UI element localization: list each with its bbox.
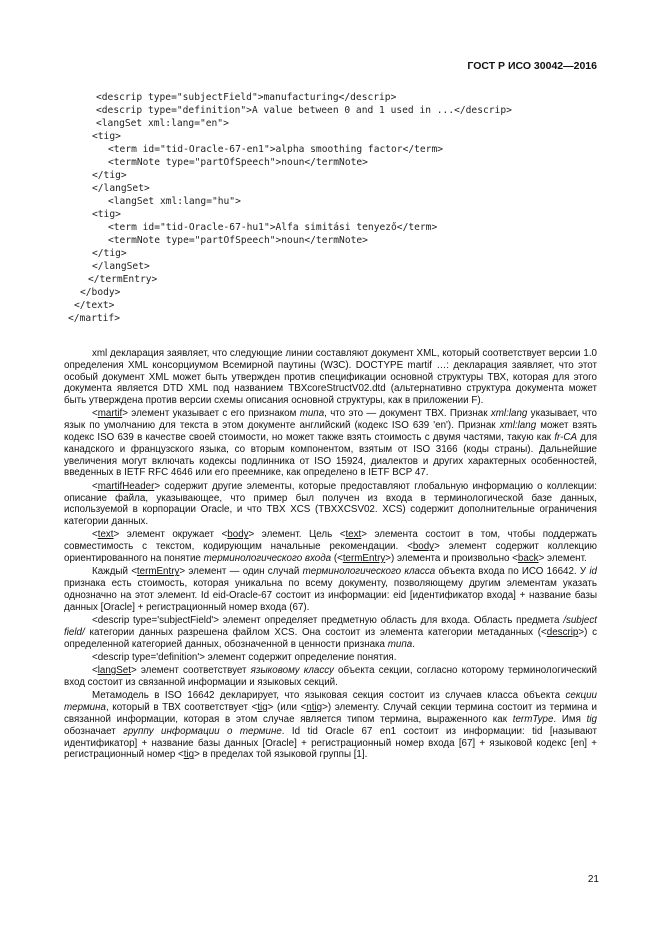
italic-term: id bbox=[589, 566, 597, 578]
code-line: <termNote type="partOfSpeech">noun</termNote> bbox=[108, 157, 368, 168]
text-run: . Id tid Oracle 67 en1 состоит из информации: tid [называют идентификатор] + название базы данных [Oracle] + регистрационный номер входа [67] + языковой кодекс [en] + регистрационный номер < bbox=[64, 725, 597, 761]
paragraph bbox=[64, 652, 597, 664]
paragraph bbox=[64, 690, 597, 761]
text-run: >) элементу. Случай секции термина состоит из термина и связанной информации, которая в этом случае является типом термина, выраженного как bbox=[64, 702, 598, 725]
text-run: < bbox=[92, 665, 98, 677]
element-name: martif bbox=[97, 408, 123, 420]
italic-term: fr-CA bbox=[554, 432, 577, 444]
italic-term: терминологического входа bbox=[203, 553, 332, 565]
code-line: <descrip type="definition">A value between 0 and 1 used in ...</descrip> bbox=[96, 105, 512, 116]
text-run: > элемент соответствует bbox=[130, 665, 251, 677]
italic-term: типа bbox=[299, 408, 325, 420]
text-run: указывает, что язык по умолчанию для текста в этом документе английский (кодекс ISO 639 'en'). Признак bbox=[64, 408, 597, 432]
paragraph bbox=[64, 481, 597, 528]
italic-term: xml:lang bbox=[490, 408, 528, 420]
text-run: > элемент. Цель < bbox=[248, 529, 346, 541]
italic-term: секции термина bbox=[64, 690, 597, 714]
paragraph bbox=[64, 408, 597, 479]
code-line: </termEntry> bbox=[88, 274, 158, 285]
explanation-text bbox=[64, 348, 597, 763]
text-run: > элемент содержит коллекцию ориентированного на понятие bbox=[64, 541, 597, 565]
element-name: tig bbox=[257, 702, 268, 714]
text-run: , который в ТВХ соответствует < bbox=[105, 702, 258, 714]
text-run: категории данных разрешена файлом XCS. Она состоит из элемента категории метаданных (< bbox=[84, 626, 547, 638]
text-run: объекта секции, согласно которому терминологический вход состоит из связанной информации и языковых секций. bbox=[64, 665, 597, 689]
text-run: объекта входа по ИСО 16642. У bbox=[435, 566, 590, 578]
code-line: <term id="tid-Oracle-67-en1">alpha smoothing factor</term> bbox=[108, 144, 444, 155]
paragraph bbox=[64, 615, 597, 650]
paragraph bbox=[64, 665, 597, 689]
text-run: >) элемента и произвольно < bbox=[385, 553, 518, 565]
element-name: tig bbox=[183, 749, 195, 761]
element-name: termEntry bbox=[136, 566, 180, 578]
text-run: > элемента состоит в том, чтобы поддержать совместимость с текстом, кодирующим начальные рекомендации. < bbox=[64, 529, 597, 553]
text-run: > (или < bbox=[267, 702, 307, 714]
code-line: <descrip type="subjectField">manufacturing</descrip> bbox=[96, 92, 397, 103]
italic-term: терминологического класса bbox=[302, 566, 436, 578]
element-name: body bbox=[227, 529, 249, 541]
paragraph bbox=[64, 566, 597, 613]
code-line: </body> bbox=[80, 287, 121, 298]
element-name: martifHeader bbox=[97, 480, 155, 492]
paragraph bbox=[64, 348, 597, 407]
italic-term: типа bbox=[387, 638, 413, 650]
text-run: > элемент указывает с его признаком bbox=[122, 408, 300, 420]
italic-term: языковому классу bbox=[250, 665, 334, 677]
text-run: < bbox=[92, 529, 98, 541]
text-run: > элемент — один случай bbox=[179, 566, 303, 578]
text-run: для канадского и французского языка, со вторым компонентом, взятым от ISO 3166 (коды страны). Дальнейшие увеличения могут включать кодексы подлинника от ISO 15924, диалектов и других характерных особенностей, введенных в IETF RFC 4646 или его преемнике, как определено в IETF BCP 47. bbox=[64, 432, 597, 479]
standard-header: ГОСТ Р ИСО 30042—2016 bbox=[467, 60, 597, 72]
code-line: <langSet xml:lang="hu"> bbox=[108, 196, 241, 207]
text-run: . Имя bbox=[553, 713, 587, 725]
element-name: back bbox=[517, 553, 539, 565]
text-run: < bbox=[92, 408, 98, 420]
code-line: </tig> bbox=[92, 170, 127, 181]
element-name: body bbox=[412, 541, 435, 553]
text-run: < bbox=[92, 480, 98, 492]
text-run: > элемент окружает < bbox=[113, 529, 228, 541]
element-name: descrip bbox=[546, 626, 579, 638]
text-run: Метамодель в ISO 16642 декларирует, что языковая секция состоит из случаев класса объекта bbox=[92, 690, 566, 702]
italic-term: termType bbox=[512, 713, 554, 725]
text-run: <descrip type='subjectField'> элемент определяет предметную область для входа. Область предмета bbox=[92, 615, 564, 627]
code-line: <term id="tid-Oracle-67-hu1">Alfa simitási tenyező</term> bbox=[108, 222, 438, 233]
text-run: >) с определенной категорией данных, обозначенной в ценности признака bbox=[64, 626, 597, 650]
text-run: Каждый < bbox=[92, 566, 137, 578]
text-run: > в пределах той языковой группы [1]. bbox=[194, 749, 368, 761]
paragraph bbox=[64, 529, 597, 564]
text-run: (< bbox=[331, 553, 343, 565]
code-line: </langSet> bbox=[92, 261, 150, 272]
code-line: </tig> bbox=[92, 248, 127, 259]
text-run: . bbox=[412, 638, 415, 650]
text-run: > элемент. bbox=[538, 553, 587, 565]
text-run: признака есть стоимость, которая уникальна по всему документу, позволяющему другим элементам указать однозначно на этот элемент. Id eid-Oracle-67 состоит из информации: eid [идентификатор входа] + название базы данных [Oracle] + регистрационный номер входа (67). bbox=[64, 578, 597, 613]
code-line: <tig> bbox=[92, 209, 121, 220]
text-run: <descrip type='definition'> элемент содержит определение понятия. bbox=[92, 651, 397, 663]
element-name: ntig bbox=[306, 702, 323, 714]
text-run: > содержит другие элементы, которые предоставляют глобальную информацию о коллекции: описание файла, указывающее, что пример был получен из входа в терминологической базе данных, используемой в корпорации Oracle, и что TBX XCS (TBXXCSV02. XCS) содержит дополнительные ограничения категории данных. bbox=[64, 480, 597, 528]
code-line: </text> bbox=[74, 300, 115, 311]
code-line: </martif> bbox=[68, 313, 120, 324]
code-line: <tig> bbox=[92, 131, 121, 142]
italic-term: xml:lang bbox=[499, 420, 537, 432]
page-number: 21 bbox=[587, 874, 599, 885]
code-line: <langSet xml:lang="en"> bbox=[96, 118, 229, 129]
italic-term: /subject field/ bbox=[64, 615, 597, 638]
code-line: </langSet> bbox=[92, 183, 150, 194]
text-run: xml декларация заявляет, что следующие линии составляют документ XML, который соответствует версии 1.0 определения XML консорциумом Всемирной паутины (W3C). DOCTYPE martif …: декларация заявляет, что этот особый документ XML может быть утвержден против спецификации основной структуры ТВХ, которая для этого документа является DTD XML под названием TBXcoreStructV02.dtd (альтернативно структура документа может быть утверждена против версии схемы описания основной структуры, как в приложении F). bbox=[64, 348, 597, 407]
element-name: text bbox=[97, 529, 114, 541]
code-line: <termNote type="partOfSpeech">noun</termNote> bbox=[108, 235, 368, 246]
italic-term: tig bbox=[586, 713, 597, 725]
text-run: может взять кодекс ISO 639 в качестве своей стоимости, но может также взять стоимость с двумя частями, такую как bbox=[64, 420, 597, 444]
text-run: обозначает bbox=[64, 725, 124, 737]
italic-term: группу информации о термине bbox=[123, 725, 282, 737]
text-run: , что это — документ ТВХ. Признак bbox=[324, 408, 491, 420]
element-name: text bbox=[345, 529, 362, 541]
element-name: langSet bbox=[97, 665, 131, 677]
element-name: termEntry bbox=[342, 553, 386, 565]
